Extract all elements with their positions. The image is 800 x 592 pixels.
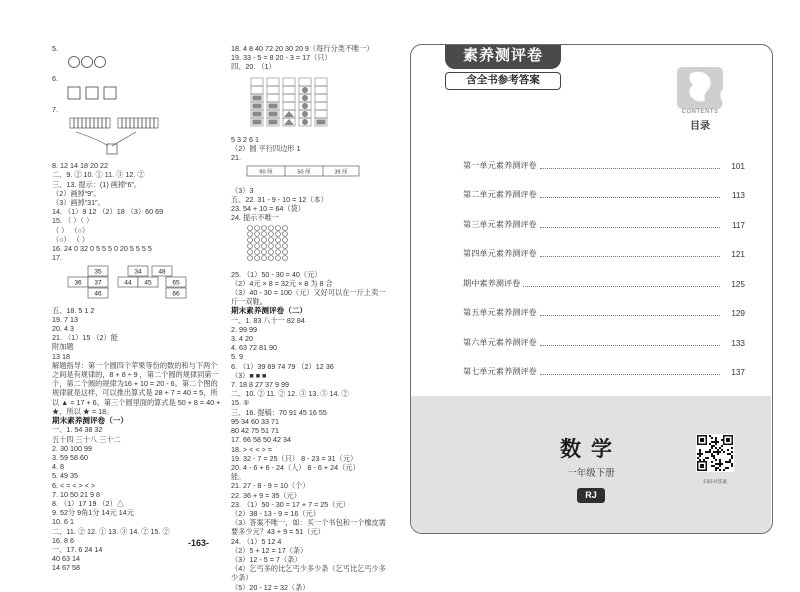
answer-line: （○） （ ） bbox=[52, 234, 90, 244]
toc-leader bbox=[540, 315, 720, 316]
book-title: 素养测评卷 bbox=[445, 44, 561, 69]
grid-cell: 45 bbox=[144, 279, 152, 287]
answer-line: 20. 4 - 6 + 6 - 24（人） 8 - 6 + 24（元） bbox=[231, 462, 360, 472]
answer-line: 17. 66 58 50 42 34 bbox=[231, 435, 291, 445]
answer-line: （3）画掉“31”。 bbox=[52, 198, 105, 208]
grid-cell: 34 bbox=[134, 268, 142, 276]
dot-array bbox=[245, 224, 295, 264]
grid-cell: 36 bbox=[74, 279, 82, 287]
toc-row[interactable] bbox=[463, 200, 745, 230]
toc-leader bbox=[540, 374, 720, 375]
answer-line: 40 63 14 bbox=[52, 554, 80, 564]
toc-row[interactable] bbox=[463, 259, 745, 289]
answer-line: （ ） （○） bbox=[52, 225, 90, 235]
toc-row[interactable] bbox=[463, 318, 745, 348]
toc-leader bbox=[540, 256, 720, 257]
toc-page: 101 bbox=[731, 161, 745, 171]
counting-blocks-figure bbox=[66, 116, 224, 158]
answer-line: 二、9. ② 10. ① 11. ③ 12. ② bbox=[52, 170, 145, 180]
subject-title: 数学 bbox=[560, 438, 622, 461]
answer-line: 附加题 bbox=[52, 342, 74, 352]
answer-line: 17. bbox=[52, 253, 62, 263]
price-label: 50 厘 bbox=[297, 169, 311, 176]
toc-row[interactable] bbox=[463, 289, 745, 319]
answer-line: 8. （1）17 19 （2）△ bbox=[52, 498, 124, 508]
answer-line: 20. 4 3 bbox=[52, 324, 74, 334]
answer-line: 21. bbox=[231, 153, 241, 163]
toc-title: 第五单元素养测评卷 bbox=[463, 308, 537, 317]
answer-line: 解题指导：第一个圆四个苹果等份的数的和与下两个之间是有规律的，8 + 8 ÷ 9 ，第二个圆的规律同第一个，第二个圆的规律为16 + 10 = 20 - 6。第二个图的规律就是这样，可以推出算式是 28 + 7 = 40 = 5，所以 ▲ = 17 + 6。第三个圆里面的算式是 50 + 8 = 40 + ★，所以 ★ = 18。 bbox=[52, 360, 221, 416]
qr-code-block[interactable] bbox=[696, 434, 734, 485]
answer-line: 五、18. 5 1 2 bbox=[52, 305, 95, 315]
price-label: 39 厘 bbox=[334, 169, 348, 176]
answer-line: 24. 提示不唯一 bbox=[231, 213, 279, 223]
section-heading: 期末素养测评卷（一） bbox=[52, 416, 128, 426]
grade-label: 一年级下册 bbox=[567, 468, 615, 479]
answer-line: 19. 7 13 bbox=[52, 314, 78, 324]
answer-line: 二、11. ② 12. ① 13. ③ 14. ② 15. ② bbox=[52, 526, 170, 536]
toc-page: 121 bbox=[731, 250, 745, 259]
toc-leader bbox=[540, 227, 720, 228]
answer-line: 15. （ ）（ ） bbox=[52, 216, 94, 226]
answer-line: 16. 8 6 bbox=[52, 535, 74, 545]
book-subtitle: 含全书参考答案 bbox=[445, 72, 561, 90]
answer-line: 95 34 60 33 71 bbox=[231, 416, 279, 426]
toc-title: 第三单元素养测评卷 bbox=[463, 219, 537, 229]
toc-row[interactable] bbox=[463, 348, 745, 378]
answer-line: 21. 27 - 8 - 9 = 10（个） bbox=[231, 481, 310, 491]
answer-line: 一、17. 6 24 14 bbox=[52, 544, 103, 554]
answer-line: 3. 59 58 60 bbox=[52, 452, 88, 462]
answer-line: 7. bbox=[52, 104, 58, 114]
answer-line: 7. 18 8 27 37 9 99 bbox=[231, 380, 289, 390]
answer-line: 4. 8 bbox=[52, 462, 64, 472]
cover-panel bbox=[410, 44, 773, 534]
number-grid-figure bbox=[66, 264, 224, 302]
answer-column-right bbox=[231, 44, 389, 592]
answer-line: （3）3 bbox=[231, 185, 254, 195]
grid-cell: 65 bbox=[172, 279, 180, 287]
squares-icon bbox=[66, 86, 126, 100]
answer-line: 6. bbox=[52, 74, 58, 84]
price-strip bbox=[245, 164, 365, 180]
answer-line: （3）12 - 5 = 7（条） bbox=[231, 554, 302, 564]
contents-cn-label: 目录 bbox=[690, 121, 710, 132]
answer-line: 18. 4 8 40 72 20 30 20 9（每行分类不唯一） bbox=[231, 44, 374, 53]
answer-line: 五、22. 31 - 9 - 10 = 12（本） bbox=[231, 194, 328, 204]
toc-page: 129 bbox=[731, 309, 745, 318]
answer-line: 2. 99 99 bbox=[231, 324, 257, 334]
answer-line: 四、20. （1） bbox=[231, 62, 276, 72]
toc-title: 第七单元素养测评卷 bbox=[463, 367, 537, 376]
answer-line: 二、10. ② 11. ② 12. ③ 13. ⑤ 14. ② bbox=[231, 389, 349, 399]
answer-line: 4. 63 72 81 90 bbox=[231, 343, 277, 353]
answer-line: 2. 30 100 99 bbox=[52, 443, 92, 453]
qr-caption: 扫码对答案 bbox=[703, 480, 727, 485]
toc-page: 117 bbox=[731, 220, 745, 230]
toc-title: 期中素养测评卷 bbox=[463, 278, 521, 288]
toc-page: 133 bbox=[731, 338, 745, 348]
answer-line: （3）■ ■ ■ bbox=[231, 370, 267, 380]
toc-row[interactable] bbox=[463, 141, 745, 171]
answer-line: （3）答案不唯一，如：买一个书包和一个橡皮需要多少元？43 + 9 = 51（元） bbox=[231, 518, 386, 537]
pictograph-figure bbox=[245, 74, 389, 132]
toc-page: 137 bbox=[731, 368, 745, 377]
answer-line: （2）圆 平行四边形 1 bbox=[231, 144, 301, 154]
toc-leader bbox=[540, 168, 720, 169]
answer-line: 14 67 58 bbox=[52, 563, 80, 573]
answer-line: 8. 12 14 18 20 22 bbox=[52, 161, 108, 171]
page-number: -163- bbox=[188, 538, 210, 548]
answer-line: （2）画掉“9”。 bbox=[52, 188, 101, 198]
grid-cell: 48 bbox=[158, 268, 166, 276]
answer-line: 6. （1）39 69 74 79 （2）12 36 bbox=[231, 361, 334, 371]
tens-blocks-icon bbox=[66, 116, 166, 156]
answer-line: 5. bbox=[52, 44, 58, 53]
answer-line: （4）乞丐多的比乞丐少多少条（乞丐比乞丐少多少条） bbox=[231, 564, 386, 583]
toc-leader bbox=[540, 197, 720, 198]
grid-cell: 37 bbox=[94, 279, 102, 287]
grid-cell: 46 bbox=[94, 290, 102, 298]
answer-line: 14. （1）9 12 （2）18 （3）60 69 bbox=[52, 207, 164, 217]
section-heading: 期末素养测评卷（二） bbox=[231, 306, 307, 316]
answer-line: 22. 36 + 9 = 35（元） bbox=[231, 490, 301, 500]
answer-line: 三、16. 提稿：70 91 45 16 55 bbox=[231, 407, 327, 417]
toc-leader bbox=[523, 286, 720, 287]
pictograph-grid bbox=[245, 74, 345, 130]
grid-cell: 66 bbox=[172, 290, 180, 298]
shapes-figure bbox=[66, 55, 224, 71]
answer-line: 9. 52分 9角1分 14元 14元 bbox=[52, 508, 134, 518]
answer-line: 15. ⑤ bbox=[231, 398, 250, 408]
toc-row[interactable] bbox=[463, 230, 745, 260]
answer-line: 18. > < < > = bbox=[231, 444, 272, 454]
grid-cell: 35 bbox=[94, 268, 102, 276]
toc-title: 第一单元素养测评卷 bbox=[463, 160, 537, 170]
toc-title: 第六单元素养测评卷 bbox=[463, 337, 537, 347]
answer-line: 16. 24 0 32 0 5 5 5 0 20 5 5 5 5 bbox=[52, 244, 152, 254]
answer-line: 19. 33 - 5 = 8 20 - 3 = 17（只） bbox=[231, 53, 332, 63]
number-grid bbox=[66, 264, 196, 300]
answer-line: 5 3 2 6 1 bbox=[231, 134, 259, 144]
answer-line: （2）38 - 13 - 9 = 16（元） bbox=[231, 508, 320, 518]
dot-array-figure bbox=[245, 224, 389, 266]
answer-line: 5. 49 35 bbox=[52, 471, 78, 481]
answer-line: （2）5 + 12 = 17（条） bbox=[231, 545, 308, 555]
toc-title: 第二单元素养测评卷 bbox=[463, 190, 537, 199]
price-strip-figure bbox=[245, 164, 389, 182]
circles-icon bbox=[66, 55, 126, 69]
answer-line: 10. 6 1 bbox=[52, 517, 74, 527]
answer-line: 一、1. 54 38 32 bbox=[52, 425, 103, 435]
answer-column-left bbox=[52, 44, 224, 573]
contents-logo bbox=[673, 63, 727, 131]
answer-line: 21. （1）15 （2）能 bbox=[52, 333, 118, 343]
answer-line: 23. （1）50 - 30 = 17 + 7 = 25（元） bbox=[231, 499, 350, 509]
contents-en-label: CONTENTS bbox=[681, 109, 719, 115]
answer-line: （3）40 - 30 = 100（元）又好可以在一斤上卖一斤一双鞋。 bbox=[231, 288, 386, 307]
answer-line: （2）4元 × 8 = 32元 × 8 为 8 合 bbox=[231, 278, 333, 288]
answer-line: 24. （1）5 12 4 bbox=[231, 536, 282, 546]
toc-title: 第四单元素养测评卷 bbox=[463, 249, 537, 258]
toc-row[interactable] bbox=[463, 171, 745, 201]
answer-line: 三、13. 提示：(1) 画掉“6”。 bbox=[52, 179, 142, 189]
answer-line: 23. 54 + 10 = 64（袋） bbox=[231, 204, 305, 214]
answer-line: 19. 32 - 7 = 25（只） 8 - 23 = 31（元） bbox=[231, 453, 358, 463]
table-of-contents bbox=[463, 141, 745, 436]
toc-page: 125 bbox=[731, 279, 745, 289]
answer-line: 能。 bbox=[231, 472, 246, 482]
qr-code-icon[interactable] bbox=[696, 434, 734, 472]
answer-line: 5. 9 bbox=[231, 352, 243, 362]
answer-line: 7. 10 50 21 9 8 bbox=[52, 489, 100, 499]
answer-line: 13 18 bbox=[52, 351, 70, 361]
answer-line: （5）20 - 12 = 32（条） bbox=[231, 582, 310, 592]
answer-line: 80 42 75 51 71 bbox=[231, 426, 279, 436]
toc-leader bbox=[540, 345, 720, 346]
price-label: 90 厘 bbox=[259, 169, 273, 176]
answer-line: 6. < = < > < > bbox=[52, 480, 96, 490]
answer-line: 一、1. 83 八十一 82 84 bbox=[231, 315, 305, 325]
answer-line: 五十四 三十八 三十二 bbox=[52, 434, 121, 444]
toc-page: 113 bbox=[731, 191, 745, 200]
answer-line: 25. （1）50 - 30 = 40（元） bbox=[231, 269, 322, 279]
squares-figure bbox=[66, 86, 224, 102]
grid-cell: 44 bbox=[124, 279, 132, 287]
edition-badge: RJ bbox=[577, 488, 605, 503]
answer-line: 3. 4 20 bbox=[231, 334, 253, 344]
